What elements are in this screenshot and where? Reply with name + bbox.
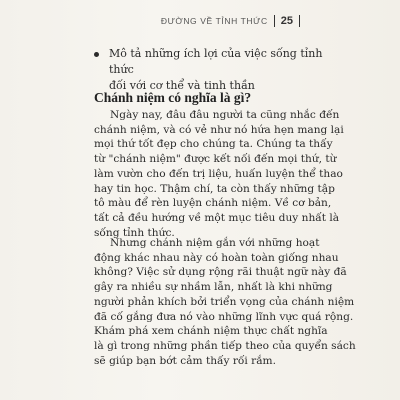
paragraph-line: tất cả đều hướng về một mục tiêu duy nhất là [94,211,340,224]
paragraph-line: hay tin học. Thậm chí, ta còn thấy những tập [94,182,335,195]
header-divider [274,15,275,27]
paragraph-line: sống tỉnh thức. [94,226,175,239]
section-heading: Chánh niệm có nghĩa là gì? [94,90,252,105]
paragraph-line: mọi thứ tốt đẹp cho chúng ta. Chúng ta thấy [94,138,333,151]
paragraph-line: Nhưng chánh niệm gắn với những hoạt [110,237,320,249]
bullet-text [109,46,324,94]
paragraph-line: người phản khích bởi triển vọng của chánh niệm [94,295,355,308]
bullet-dot-icon [94,52,99,57]
running-header [161,15,300,27]
paragraph-line: Ngày nay, đâu đâu người ta cũng nhắc đến [110,109,340,121]
page-number: 25 [280,15,293,27]
header-divider-right [299,15,300,27]
paragraph-line: từ "chánh niệm" được kết nối đến mọi thứ, từ [94,153,337,166]
paragraph-line: chánh niệm, và có vẻ như nó hứa hẹn mang lại [94,123,344,136]
paragraph-1 [94,108,344,240]
paragraph-line: đã cố gắng đưa nó vào những lĩnh vực quá rộng. [94,310,354,323]
paragraph-line: động khác nhau này có hoàn toàn giống nhau [94,251,339,264]
paragraph-line: sẽ giúp bạn bớt cảm thấy rối rắm. [94,354,276,367]
paragraph-line: là gì trong những phần tiếp theo của quyển sách [94,339,356,352]
bullet-line: Mô tả những ích lợi của việc sống tỉnh thức [109,47,323,76]
running-title: ĐƯỜNG VỀ TỈNH THỨC [160,16,268,26]
paragraph-2 [94,236,356,368]
paragraph-line: tô màu để rèn luyện chánh niệm. Về cơ bản, [94,197,332,210]
paragraph-line: gây ra nhiều sự nhầm lẫn, nhất là khi những [94,281,333,294]
bullet-item [94,46,324,94]
paragraph-line: không? Việc sử dụng rộng rãi thuật ngữ này đã [94,266,347,279]
paragraph-line: làm vườn cho đến trị liệu, huấn luyện thể thao [94,167,343,180]
bullet-line: đối với cơ thể và tinh thần [109,79,255,92]
paragraph-line: Khám phá xem chánh niệm thực chất nghĩa [94,325,328,338]
